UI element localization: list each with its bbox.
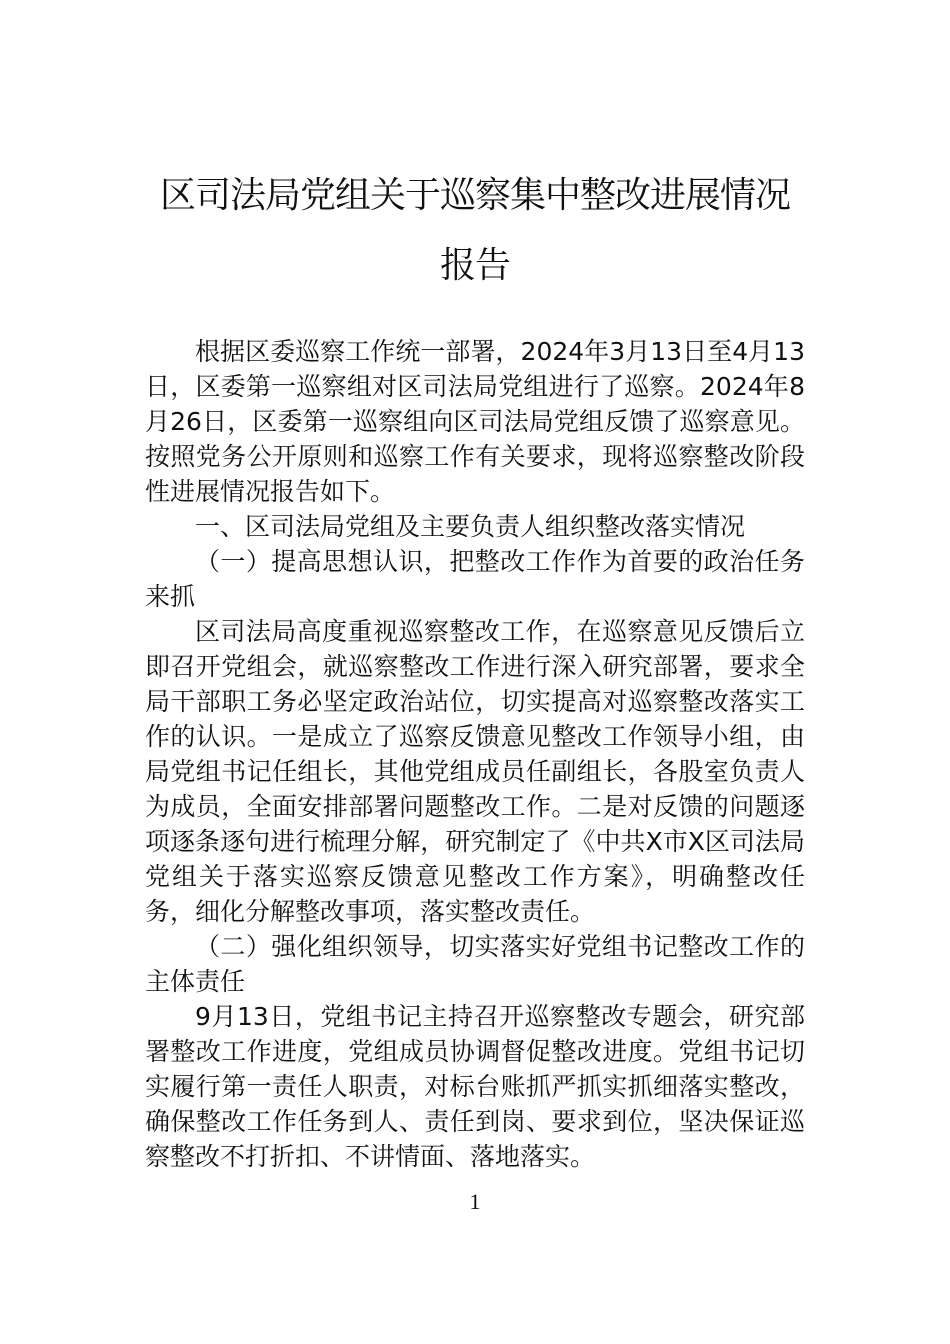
document-title-line-1: 区司法局党组关于巡察集中整改进展情况 bbox=[159, 175, 790, 216]
intro-paragraph: 根据区委巡察工作统一部署，2024年3月13日至4月13日，区委第一巡察组对区司法局党组进行了巡察。2024年8月26日，区委第一巡察组向区司法局党组反馈了巡察意见。按照党务公开原则和巡察工作有关要求，现将巡察整改阶段性进展情况报告如下。 bbox=[145, 337, 805, 506]
subsection-heading-2: （二）强化组织领导，切实落实好党组书记整改工作的主体责任 bbox=[145, 932, 805, 996]
document-body bbox=[145, 334, 805, 1174]
section-heading-1: 一、区司法局党组及主要负责人组织整改落实情况 bbox=[195, 512, 746, 541]
page-number: 1 bbox=[469, 1189, 481, 1214]
subsection-heading-1: （一）提高思想认识，把整改工作作为首要的政治任务来抓 bbox=[145, 547, 805, 611]
body-paragraph-2: 9月13日，党组书记主持召开巡察整改专题会，研究部署整改工作进度，党组成员协调督促整改进度。党组书记切实履行第一责任人职责，对标台账抓严抓实抓细落实整改，确保整改工作任务到人、责任到岗、要求到位，坚决保证巡察整改不打折扣、不讲情面、落地落实。 bbox=[145, 1002, 805, 1171]
body-paragraph-1: 区司法局高度重视巡察整改工作，在巡察意见反馈后立即召开党组会，就巡察整改工作进行深入研究部署，要求全局干部职工务必坚定政治站位，切实提高对巡察整改落实工作的认识。一是成立了巡察反馈意见整改工作领导小组，由局党组书记任组长，其他党组成员任副组长，各股室负责人为成员，全面安排部署问题整改工作。二是对反馈的问题逐项逐条逐句进行梳理分解，研究制定了《中共X市X区司法局党组关于落实巡察反馈意见整改工作方案》，明确整改任务，细化分解整改事项，落实整改责任。 bbox=[145, 617, 805, 926]
document-title-line-2: 报告 bbox=[439, 245, 510, 286]
